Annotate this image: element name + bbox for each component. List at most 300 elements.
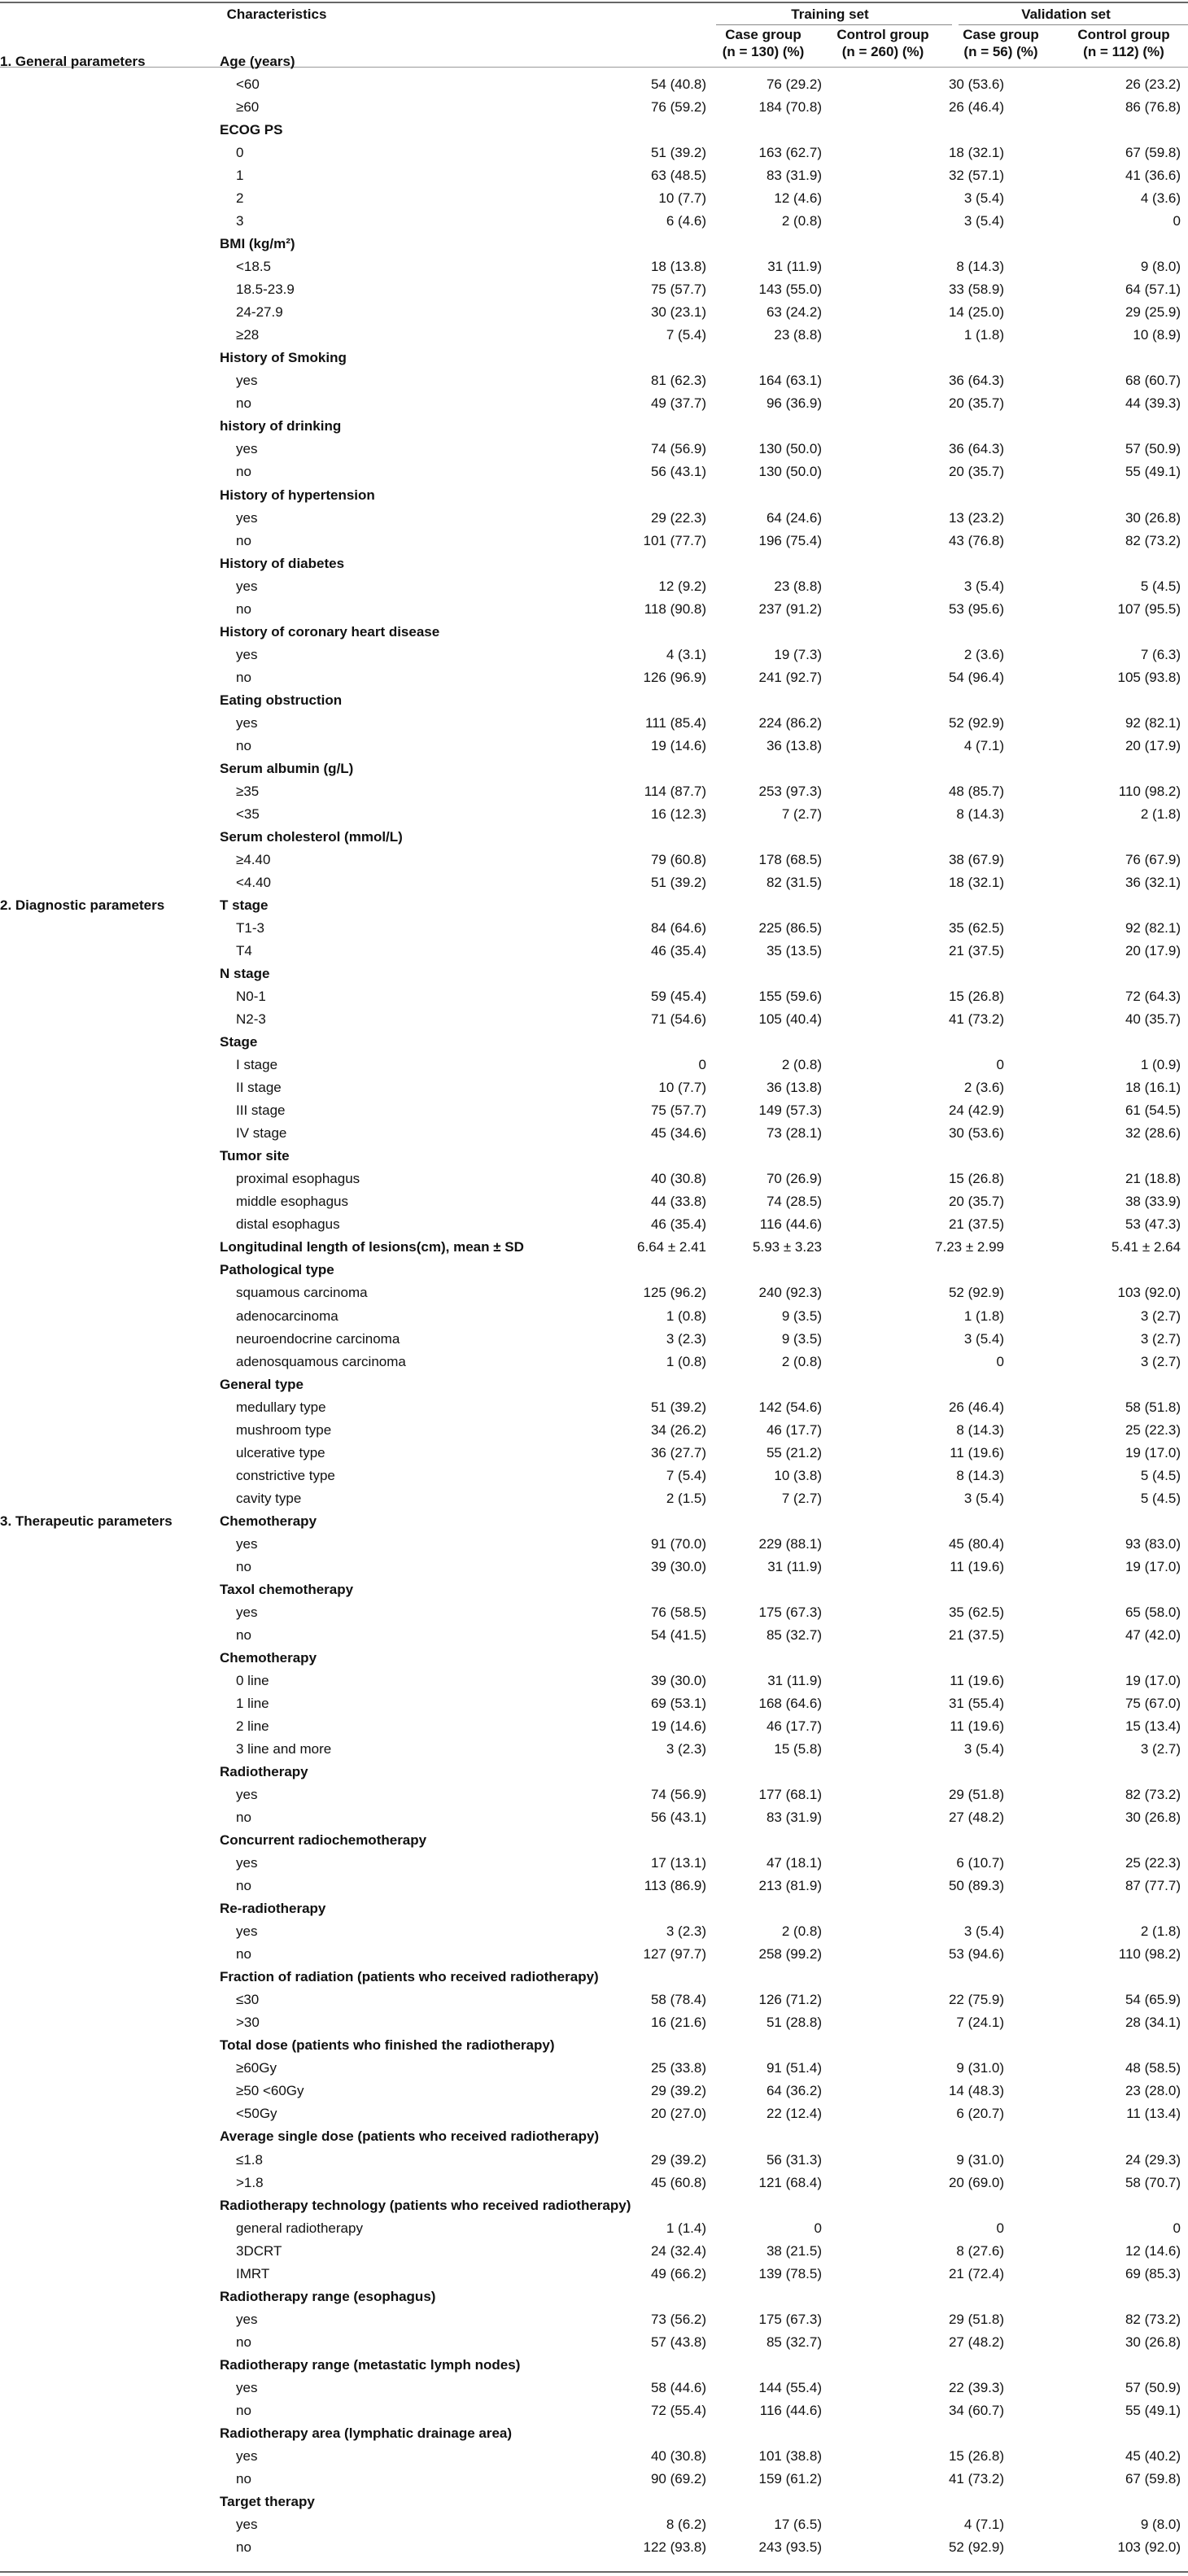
row-label: no bbox=[236, 1626, 251, 1643]
val-control-cell: 26 (23.2) bbox=[1125, 76, 1181, 93]
train-case-cell: 49 (37.7) bbox=[650, 395, 706, 412]
table-row bbox=[0, 1054, 1188, 1076]
train-control-cell: 19 (7.3) bbox=[774, 646, 822, 662]
train-control-cell: 130 (50.0) bbox=[758, 441, 822, 457]
val-control-cell: 9 (8.0) bbox=[1140, 2516, 1181, 2532]
row-label: T1-3 bbox=[236, 920, 264, 937]
val-case-cell: 45 (80.4) bbox=[948, 1535, 1004, 1552]
train-case-cell: 74 (56.9) bbox=[650, 441, 706, 457]
table-row bbox=[0, 1305, 1188, 1327]
val-case-cell: 14 (48.3) bbox=[948, 2083, 1004, 2099]
table-row bbox=[0, 2331, 1188, 2353]
group-label: Eating obstruction bbox=[220, 692, 343, 708]
group-header-row bbox=[0, 1145, 1188, 1167]
train-control-cell: 196 (75.4) bbox=[758, 532, 822, 548]
group-header-row bbox=[0, 2286, 1188, 2307]
table-row bbox=[0, 530, 1188, 552]
group-label: Concurrent radiochemotherapy bbox=[220, 1832, 427, 1849]
row-label: yes bbox=[236, 578, 258, 594]
val-control-cell: 87 (77.7) bbox=[1125, 1878, 1181, 1894]
train-case-cell: 39 (30.0) bbox=[650, 1558, 706, 1574]
val-control-cell: 4 (3.6) bbox=[1140, 190, 1181, 207]
train-control-cell: 116 (44.6) bbox=[759, 2402, 822, 2418]
val-case-cell: 24 (42.9) bbox=[948, 1102, 1004, 1119]
val-case-cell: 21 (37.5) bbox=[948, 1626, 1004, 1643]
table-row bbox=[0, 1076, 1188, 1098]
val-case-cell: 15 (26.8) bbox=[948, 1171, 1004, 1187]
val-case-cell: 48 (85.7) bbox=[948, 783, 1004, 799]
train-case-cell: 51 (39.2) bbox=[650, 145, 706, 161]
val-case-cell: 32 (57.1) bbox=[948, 168, 1004, 184]
val-control-cell: 54 (65.9) bbox=[1125, 1992, 1181, 2008]
val-control-cell: 44 (39.3) bbox=[1125, 395, 1181, 412]
val-case-cell: 21 (37.5) bbox=[948, 943, 1004, 959]
val-control-cell: 21 (18.8) bbox=[1125, 1171, 1181, 1187]
group-header-row bbox=[0, 1031, 1188, 1053]
val-case-cell: 53 (94.6) bbox=[948, 1946, 1004, 1963]
val-control-cell: 2 (1.8) bbox=[1140, 806, 1181, 822]
val-control-cell: 86 (76.8) bbox=[1125, 99, 1181, 116]
val-case-cell: 52 (92.9) bbox=[948, 1285, 1004, 1301]
table-row bbox=[0, 1852, 1188, 1874]
val-case-cell: 18 (32.1) bbox=[948, 145, 1004, 161]
train-case-cell: 56 (43.1) bbox=[650, 1810, 706, 1826]
row-label: ≤30 bbox=[236, 1992, 260, 2008]
group-label: Longitudinal length of lesions(cm), mean ± SD bbox=[220, 1239, 524, 1255]
table-row bbox=[0, 1442, 1188, 1464]
train-control-cell: 23 (8.8) bbox=[774, 578, 822, 594]
val-control-cell: 55 (49.1) bbox=[1125, 2402, 1181, 2418]
group-header-row bbox=[0, 2034, 1188, 2056]
val-case-cell: 21 (72.4) bbox=[948, 2265, 1004, 2281]
row-label: yes bbox=[236, 373, 258, 389]
table-row bbox=[0, 940, 1188, 962]
train-control-cell: 63 (24.2) bbox=[766, 304, 822, 321]
train-control-cell: 130 (50.0) bbox=[758, 464, 822, 480]
row-label: yes bbox=[236, 1855, 258, 1871]
train-case-cell: 30 (23.1) bbox=[650, 304, 706, 321]
val-control-cell: 38 (33.9) bbox=[1125, 1194, 1181, 1210]
val-case-cell: 3 (5.4) bbox=[963, 1490, 1004, 1506]
row-label: mushroom type bbox=[236, 1421, 332, 1438]
val-control-cell: 76 (67.9) bbox=[1125, 851, 1181, 867]
group-header-row bbox=[0, 347, 1188, 369]
val-case-cell: 41 (73.2) bbox=[948, 1011, 1004, 1028]
train-control-cell: 2 (0.8) bbox=[781, 1057, 822, 1073]
train-control-cell: 7 (2.7) bbox=[781, 806, 822, 822]
group-label: Radiotherapy range (metastatic lymph nodes) bbox=[220, 2356, 521, 2373]
train-control-cell: 36 (13.8) bbox=[766, 1080, 822, 1096]
train-case-cell: 114 (87.7) bbox=[644, 783, 706, 799]
row-label: no bbox=[236, 2402, 251, 2418]
table-row bbox=[0, 644, 1188, 666]
table-row bbox=[0, 1601, 1188, 1623]
train-control-cell: 9 (3.5) bbox=[781, 1330, 822, 1347]
train-control-cell: 178 (68.5) bbox=[758, 851, 822, 867]
group-label: History of diabetes bbox=[220, 555, 345, 571]
val-case-cell: 9 (31.0) bbox=[956, 2151, 1004, 2168]
val-control-cell: 12 (14.6) bbox=[1125, 2242, 1181, 2259]
val-case-cell: 8 (14.3) bbox=[956, 259, 1004, 275]
header-val-case-n: (n = 56) (%) bbox=[963, 44, 1038, 59]
val-control-cell: 67 (59.8) bbox=[1125, 145, 1181, 161]
row-label: yes bbox=[236, 441, 258, 457]
table-row bbox=[0, 1784, 1188, 1805]
table-row bbox=[0, 2080, 1188, 2102]
table-row bbox=[0, 2513, 1188, 2535]
train-case-cell: 51 (39.2) bbox=[650, 874, 706, 890]
train-case-cell: 125 (96.2) bbox=[643, 1285, 706, 1301]
table-row bbox=[0, 917, 1188, 939]
val-case-cell: 0 bbox=[996, 2220, 1004, 2236]
table-row bbox=[0, 666, 1188, 688]
train-case-cell: 58 (78.4) bbox=[650, 1992, 706, 2008]
train-case-cell: 101 (77.7) bbox=[643, 532, 706, 548]
train-control-cell: 31 (11.9) bbox=[767, 1558, 822, 1574]
table-row bbox=[0, 2377, 1188, 2399]
val-case-cell: 0 bbox=[996, 1057, 1004, 1073]
train-control-cell: 56 (31.3) bbox=[766, 2151, 822, 2168]
val-control-cell: 20 (17.9) bbox=[1125, 737, 1181, 753]
row-label: ≥60Gy bbox=[236, 2060, 277, 2076]
val-case-cell: 6 (20.7) bbox=[956, 2106, 1004, 2122]
val-case-cell: 4 (7.1) bbox=[963, 737, 1004, 753]
train-control-cell: 121 (68.4) bbox=[758, 2174, 822, 2190]
table-row bbox=[0, 2399, 1188, 2421]
table-row bbox=[0, 2308, 1188, 2330]
group-label: Radiotherapy technology (patients who received radiotherapy) bbox=[220, 2197, 631, 2213]
val-control-cell: 7 (6.3) bbox=[1140, 646, 1181, 662]
train-case-cell: 113 (86.9) bbox=[644, 1878, 706, 1894]
group-header-row bbox=[0, 621, 1188, 643]
val-control-cell: 82 (73.2) bbox=[1125, 1787, 1181, 1803]
val-case-cell: 15 (26.8) bbox=[948, 989, 1004, 1005]
group-label: Stage bbox=[220, 1034, 258, 1050]
row-label: yes bbox=[236, 1923, 258, 1940]
train-control-cell: 225 (86.5) bbox=[758, 920, 822, 937]
train-case-cell: 12 (9.2) bbox=[658, 578, 706, 594]
row-label: adenocarcinoma bbox=[236, 1308, 338, 1324]
group-label: Radiotherapy area (lymphatic drainage area) bbox=[220, 2425, 513, 2441]
row-label: III stage bbox=[236, 1102, 286, 1119]
table-row bbox=[0, 461, 1188, 482]
train-control-cell: 46 (17.7) bbox=[766, 1421, 822, 1438]
table-row bbox=[0, 2011, 1188, 2033]
row-label: no bbox=[236, 1878, 251, 1894]
train-case-cell: 91 (70.0) bbox=[650, 1535, 706, 1552]
val-case-cell: 20 (69.0) bbox=[948, 2174, 1004, 2190]
train-case-cell: 29 (39.2) bbox=[650, 2151, 706, 2168]
val-case-cell: 4 (7.1) bbox=[963, 2516, 1004, 2532]
row-label: yes bbox=[236, 509, 258, 526]
val-case-cell: 6 (10.7) bbox=[956, 1855, 1004, 1871]
top-rule bbox=[0, 2, 1188, 3]
train-case-cell: 84 (64.6) bbox=[650, 920, 706, 937]
row-label: <60 bbox=[236, 76, 260, 93]
train-control-cell: 177 (68.1) bbox=[758, 1787, 822, 1803]
train-control-cell: 23 (8.8) bbox=[774, 327, 822, 343]
group-header-row bbox=[0, 1966, 1188, 1988]
val-case-cell: 9 (31.0) bbox=[956, 2060, 1004, 2076]
group-label: Fraction of radiation (patients who received radiotherapy) bbox=[220, 1969, 599, 1985]
row-label: no bbox=[236, 532, 251, 548]
row-label: 3DCRT bbox=[236, 2242, 282, 2259]
table-row bbox=[0, 1624, 1188, 1646]
table-row bbox=[0, 369, 1188, 391]
val-control-cell: 30 (26.8) bbox=[1125, 2334, 1181, 2350]
val-control-cell: 19 (17.0) bbox=[1125, 1672, 1181, 1688]
val-case-cell: 30 (53.6) bbox=[948, 76, 1004, 93]
train-case-cell: 29 (22.3) bbox=[650, 509, 706, 526]
val-control-cell: 3 (2.7) bbox=[1140, 1330, 1181, 1347]
group-label: history of drinking bbox=[220, 418, 342, 434]
header-train-control: Control group bbox=[836, 27, 929, 42]
train-case-cell: 3 (2.3) bbox=[666, 1741, 706, 1757]
train-case-cell: 127 (97.7) bbox=[643, 1946, 706, 1963]
row-label: ≥28 bbox=[236, 327, 260, 343]
train-control-cell: 64 (36.2) bbox=[766, 2083, 822, 2099]
group-label: Re-radiotherapy bbox=[220, 1901, 326, 1917]
header-characteristics: Characteristics bbox=[226, 7, 327, 22]
group-header-row bbox=[0, 894, 1188, 916]
train-case-cell: 58 (44.6) bbox=[650, 2379, 706, 2395]
train-control-cell: 2 (0.8) bbox=[781, 1353, 822, 1369]
val-control-cell: 58 (51.8) bbox=[1125, 1399, 1181, 1415]
row-label: 0 line bbox=[236, 1672, 269, 1688]
train-control-cell: 139 (78.5) bbox=[758, 2265, 822, 2281]
val-case-cell: 11 (19.6) bbox=[950, 1558, 1004, 1574]
val-control-cell: 75 (67.0) bbox=[1125, 1695, 1181, 1711]
row-label: no bbox=[236, 464, 251, 480]
train-case-cell: 18 (13.8) bbox=[650, 259, 706, 275]
group-label: Chemotherapy bbox=[220, 1649, 317, 1666]
row-label: II stage bbox=[236, 1080, 282, 1096]
row-label: 24-27.9 bbox=[236, 304, 283, 321]
table-row bbox=[0, 1806, 1188, 1828]
val-control-cell: 61 (54.5) bbox=[1125, 1102, 1181, 1119]
group-header-row bbox=[0, 1578, 1188, 1600]
row-label: yes bbox=[236, 2447, 258, 2464]
val-case-cell: 50 (89.3) bbox=[948, 1878, 1004, 1894]
train-case-cell: 1 (0.8) bbox=[666, 1308, 706, 1324]
table-row bbox=[0, 1533, 1188, 1555]
train-control-cell: 175 (67.3) bbox=[758, 2311, 822, 2327]
row-label: IMRT bbox=[236, 2265, 270, 2281]
val-control-cell: 67 (59.8) bbox=[1125, 2470, 1181, 2486]
val-control-cell: 40 (35.7) bbox=[1125, 1011, 1181, 1028]
val-control-cell: 32 (28.6) bbox=[1125, 1125, 1181, 1142]
table-row bbox=[0, 1943, 1188, 1965]
train-case-cell: 7 (5.4) bbox=[666, 327, 706, 343]
row-label: no bbox=[236, 737, 251, 753]
train-case-cell: 56 (43.1) bbox=[650, 464, 706, 480]
val-control-cell: 72 (64.3) bbox=[1125, 989, 1181, 1005]
train-case-cell: 16 (21.6) bbox=[650, 2015, 706, 2031]
row-label: proximal esophagus bbox=[236, 1171, 360, 1187]
val-control-cell: 105 (93.8) bbox=[1117, 669, 1181, 685]
train-case-cell: 3 (2.3) bbox=[666, 1923, 706, 1940]
train-control-cell: 0 bbox=[814, 2220, 822, 2236]
group-header-row bbox=[0, 233, 1188, 255]
train-case-cell: 34 (26.2) bbox=[650, 1421, 706, 1438]
train-control-cell: 31 (11.9) bbox=[767, 259, 822, 275]
val-control-cell: 15 (13.4) bbox=[1125, 1718, 1181, 1734]
row-label: medullary type bbox=[236, 1399, 326, 1415]
train-control-cell: 143 (55.0) bbox=[758, 282, 822, 298]
row-label: yes bbox=[236, 2311, 258, 2327]
row-label: yes bbox=[236, 1604, 258, 1620]
train-control-cell: 144 (55.4) bbox=[758, 2379, 822, 2395]
table-row bbox=[0, 2172, 1188, 2194]
row-label: 1 bbox=[236, 168, 244, 184]
val-control-cell: 5 (4.5) bbox=[1140, 578, 1181, 594]
val-case-cell: 15 (26.8) bbox=[948, 2447, 1004, 2464]
train-control-cell: 35 (13.5) bbox=[766, 943, 822, 959]
train-case-cell: 57 (43.8) bbox=[650, 2334, 706, 2350]
table-row bbox=[0, 1670, 1188, 1692]
train-control-cell: 229 (88.1) bbox=[758, 1535, 822, 1552]
table-row bbox=[0, 210, 1188, 232]
val-control-cell: 29 (25.9) bbox=[1125, 304, 1181, 321]
train-case-cell: 40 (30.8) bbox=[650, 1171, 706, 1187]
val-control-cell: 69 (85.3) bbox=[1125, 2265, 1181, 2281]
group-label: Serum cholesterol (mmol/L) bbox=[220, 828, 403, 845]
row-label: 1 line bbox=[236, 1695, 269, 1711]
val-control-cell: 57 (50.9) bbox=[1125, 441, 1181, 457]
train-case-cell: 126 (96.9) bbox=[643, 669, 706, 685]
group-header-row bbox=[0, 1259, 1188, 1281]
row-label: adenosquamous carcinoma bbox=[236, 1353, 406, 1369]
train-control-cell: 175 (67.3) bbox=[758, 1604, 822, 1620]
val-control-cell: 25 (22.3) bbox=[1125, 1421, 1181, 1438]
val-case-cell: 8 (14.3) bbox=[956, 1467, 1004, 1483]
train-case-cell: 81 (62.3) bbox=[650, 373, 706, 389]
row-label: yes bbox=[236, 646, 258, 662]
val-case-cell: 52 (92.9) bbox=[948, 2539, 1004, 2555]
val-case-cell: 54 (96.4) bbox=[948, 669, 1004, 685]
train-control-cell: 55 (21.2) bbox=[766, 1444, 822, 1460]
row-label: IV stage bbox=[236, 1125, 287, 1142]
group-header-row bbox=[0, 2491, 1188, 2513]
train-case-cell: 10 (7.7) bbox=[658, 190, 706, 207]
row-label: <4.40 bbox=[236, 874, 272, 890]
val-case-cell: 3 (5.4) bbox=[963, 213, 1004, 229]
table-row bbox=[0, 1190, 1188, 1212]
row-label: yes bbox=[236, 1535, 258, 1552]
header-training-set: Training set bbox=[791, 7, 869, 22]
train-case-cell: 19 (14.6) bbox=[650, 1718, 706, 1734]
val-control-cell: 36 (32.1) bbox=[1125, 874, 1181, 890]
train-control-cell: 159 (61.2) bbox=[758, 2470, 822, 2486]
train-control-cell: 101 (38.8) bbox=[758, 2447, 822, 2464]
row-label: ulcerative type bbox=[236, 1444, 325, 1460]
train-case-cell: 63 (48.5) bbox=[650, 168, 706, 184]
val-case-cell: 43 (76.8) bbox=[948, 532, 1004, 548]
row-label: yes bbox=[236, 714, 258, 731]
val-case-cell: 20 (35.7) bbox=[948, 395, 1004, 412]
val-case-cell: 8 (14.3) bbox=[956, 806, 1004, 822]
train-control-cell: 73 (28.1) bbox=[766, 1125, 822, 1142]
table-row bbox=[0, 142, 1188, 164]
val-control-cell: 110 (98.2) bbox=[1118, 1946, 1181, 1963]
table-row bbox=[0, 96, 1188, 118]
val-case-cell: 34 (60.7) bbox=[948, 2402, 1004, 2418]
val-control-cell: 92 (82.1) bbox=[1125, 714, 1181, 731]
val-control-cell: 28 (34.1) bbox=[1125, 2015, 1181, 2031]
val-control-cell: 25 (22.3) bbox=[1125, 1855, 1181, 1871]
group-label: N stage bbox=[220, 966, 270, 982]
train-case-cell: 36 (27.7) bbox=[650, 1444, 706, 1460]
row-label: constrictive type bbox=[236, 1467, 335, 1483]
train-control-cell: 142 (54.6) bbox=[758, 1399, 822, 1415]
val-case-cell: 33 (58.9) bbox=[948, 282, 1004, 298]
group-label: Radiotherapy range (esophagus) bbox=[220, 2288, 436, 2304]
train-case-cell: 2 (1.5) bbox=[666, 1490, 706, 1506]
table-row bbox=[0, 2468, 1188, 2490]
train-control-cell: 74 (28.5) bbox=[766, 1194, 822, 1210]
train-control-cell: 10 (3.8) bbox=[774, 1467, 822, 1483]
header-train-case: Case group bbox=[725, 27, 801, 42]
val-case-cell: 52 (92.9) bbox=[948, 714, 1004, 731]
train-case-cell: 20 (27.0) bbox=[650, 2106, 706, 2122]
train-control-cell: 126 (71.2) bbox=[758, 1992, 822, 2008]
table-row bbox=[0, 2240, 1188, 2262]
train-case-cell: 8 (6.2) bbox=[666, 2516, 706, 2532]
train-control-cell: 2 (0.8) bbox=[781, 1923, 822, 1940]
table-row bbox=[0, 278, 1188, 300]
table-row bbox=[0, 2536, 1188, 2558]
row-label: no bbox=[236, 2470, 251, 2486]
row-label: no bbox=[236, 1810, 251, 1826]
table-row bbox=[0, 849, 1188, 871]
row-label: no bbox=[236, 1558, 251, 1574]
train-control-cell: 163 (62.7) bbox=[758, 145, 822, 161]
table-row bbox=[0, 301, 1188, 323]
group-header-row bbox=[0, 119, 1188, 141]
row-label: no bbox=[236, 1946, 251, 1963]
train-control-cell: 9 (3.5) bbox=[781, 1308, 822, 1324]
group-label: Total dose (patients who finished the radiotherapy) bbox=[220, 2037, 555, 2054]
row-label: no bbox=[236, 2539, 251, 2555]
val-control-cell: 64 (57.1) bbox=[1125, 282, 1181, 298]
train-control-cell: 241 (92.7) bbox=[758, 669, 822, 685]
row-label: 3 bbox=[236, 213, 244, 229]
row-label: >1.8 bbox=[236, 2174, 264, 2190]
train-case-cell: 10 (7.7) bbox=[658, 1080, 706, 1096]
train-case-cell: 25 (33.8) bbox=[650, 2060, 706, 2076]
table-row bbox=[0, 1920, 1188, 1942]
val-case-cell: 11 (19.6) bbox=[950, 1718, 1004, 1734]
train-control-cell: 17 (6.5) bbox=[774, 2516, 822, 2532]
val-control-cell: 3 (2.7) bbox=[1140, 1741, 1181, 1757]
table-row bbox=[0, 1715, 1188, 1737]
group-header-row bbox=[0, 415, 1188, 437]
val-case-cell: 20 (35.7) bbox=[948, 464, 1004, 480]
group-label: Radiotherapy bbox=[220, 1764, 308, 1780]
train-control-cell: 31 (11.9) bbox=[767, 1672, 822, 1688]
group-label: Age (years) bbox=[220, 54, 295, 69]
train-control-cell: 168 (64.6) bbox=[758, 1695, 822, 1711]
table-row bbox=[0, 1099, 1188, 1121]
table-row bbox=[0, 1419, 1188, 1441]
train-case-cell: 45 (60.8) bbox=[650, 2174, 706, 2190]
train-control-cell: 116 (44.6) bbox=[759, 1216, 822, 1233]
row-label: 2 line bbox=[236, 1718, 269, 1734]
train-control-cell: 51 (28.8) bbox=[766, 2015, 822, 2031]
train-control-cell: 105 (40.4) bbox=[758, 1011, 822, 1028]
val-case-cell: 8 (27.6) bbox=[956, 2242, 1004, 2259]
train-case-cell: 71 (54.6) bbox=[650, 1011, 706, 1028]
